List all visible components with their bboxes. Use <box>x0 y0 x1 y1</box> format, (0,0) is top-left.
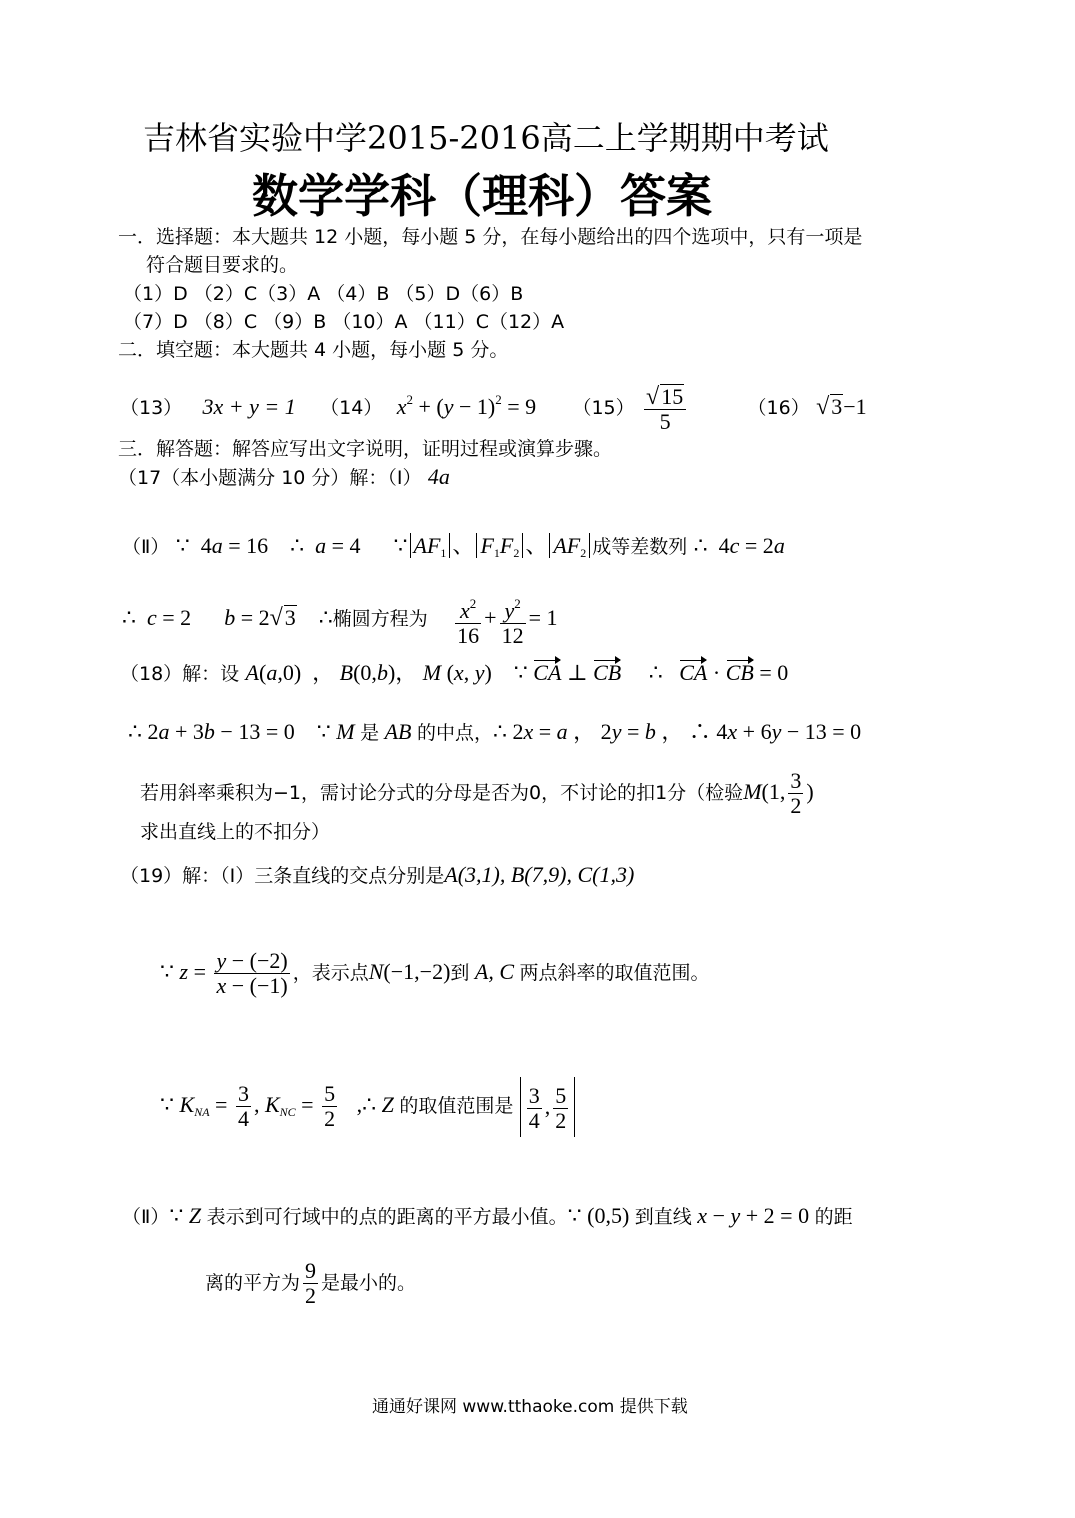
q19-z-range: ∵ $K_{NA}$ = $\frac{3}{4}$ , $K_{NC}$ = $\frac{5}{2}$ ,∴ Z 的取值范围是 $\frac{3}{4}$ , $\frac{5}{2}$ <box>160 1075 575 1142</box>
footer-source: 通通好课网 www.tthaoke.com 提供下载 <box>372 1397 688 1417</box>
q18-setup: （18）解：设 A(a,0) ， B(0,b)， M (x, y) ∵ CA ⊥ CB ∴ CA · CB = 0 <box>120 660 789 685</box>
choice-answers-row1: （1）D （2）C（3）A （4）B （5）D（6）B <box>123 283 524 305</box>
q16-label: （16） <box>747 397 810 419</box>
exam-title: 吉林省实验中学2015-2016高二上学期期中考试 <box>143 119 829 157</box>
q16-answer: √3−1 <box>816 394 867 420</box>
q14-label: （14） <box>320 397 383 419</box>
section1-heading: 一．选择题：本大题共 12 小题，每小题 5 分，在每小题给出的四个选项中，只有一项是 <box>118 226 863 248</box>
q19-part2: （Ⅱ）∵ Z 表示到可行域中的点的距离的平方最小值。∵ (0,5) 到直线 x − y + 2 = 0 的距 <box>122 1203 853 1228</box>
q15-answer: $\frac{√15}{5}$ <box>644 384 686 434</box>
q18-note: 若用斜率乘积为−1，需讨论分式的分母是否为0，不讨论的扣1分（检验M(1, $\frac{3}{2}$ ) <box>140 768 814 819</box>
q17-part2: （Ⅱ） ∵ 4a = 16 ∴ a = 4 ∵ $AF_1$ 、 $F_1F_2$ 、 $AF_2$ 成等差数列 ∴ 4c = 2a <box>122 533 785 560</box>
q17-part1: （17（本小题满分 10 分）解：（Ⅰ） 4a <box>118 464 450 489</box>
q14-answer: $x^2 + (y - 1)^2 = 9$ <box>396 392 537 419</box>
section1-heading-cont: 符合题目要求的。 <box>146 254 299 276</box>
q17-ellipse: ∴ c = 2 b = 2√3 ∴椭圆方程为 $\frac{x^2}{16}$ + $\frac{y^2}{12}$ = 1 <box>122 590 558 648</box>
q15-label: （15） <box>572 397 635 419</box>
q18-note-cont: 求出直线上的不扣分） <box>140 821 331 843</box>
q13-answer: 3x + y = 1 <box>202 394 296 419</box>
q19-z-definition: ∵ z = $\frac{y - (-2)}{x - (-1)}$ ，表示点N(−1,−2)到 A, C 两点斜率的取值范围。 <box>160 948 710 999</box>
q13-label: （13） <box>120 397 183 419</box>
section3-heading: 三．解答题：解答应写出文字说明，证明过程或演算步骤。 <box>118 438 613 460</box>
fill-in-answers <box>120 372 867 434</box>
section2-heading: 二．填空题：本大题共 4 小题，每小题 5 分。 <box>118 339 509 361</box>
q19-part2-cont: 离的平方为 $\frac{9}{2}$ 是最小的。 <box>205 1258 417 1308</box>
choice-answers-row2: （7）D （8）C （9）B （10）A （11）C（12）A <box>123 311 565 333</box>
q18-derivation: ∴ 2a + 3b − 13 = 0 ∵ M 是 AB 的中点，∴ 2x = a ， 2y = b ， ∴ 4x + 6y − 13 = 0 <box>128 719 862 744</box>
q19-part1: （19）解：（Ⅰ）三条直线的交点分别是A(3,1), B(7,9), C(1,3) <box>120 862 635 887</box>
answer-title: 数学学科（理科）答案 <box>252 169 712 223</box>
